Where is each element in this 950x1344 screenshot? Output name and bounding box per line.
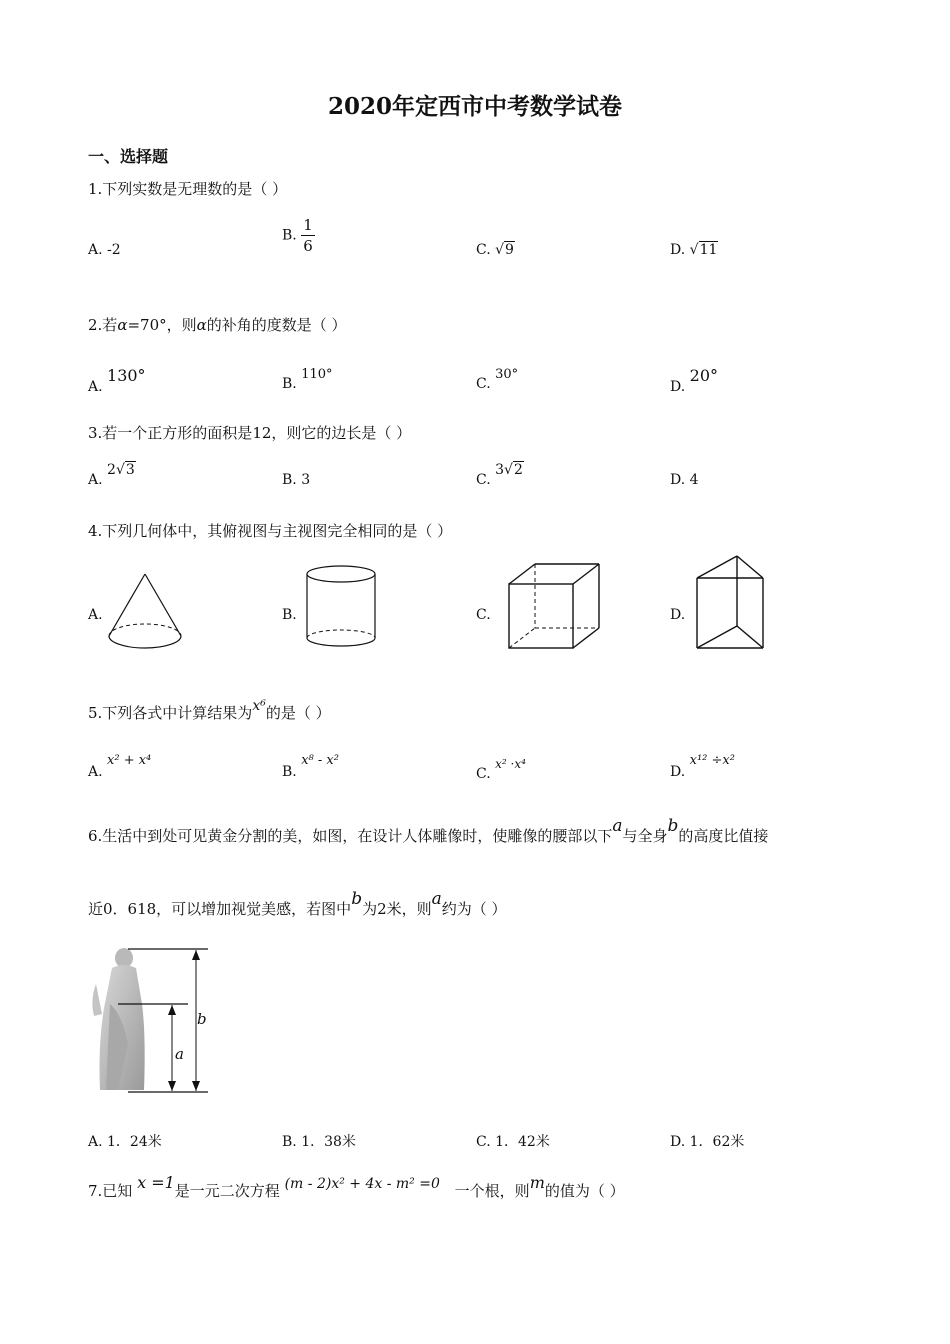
stem-text: 近0．618，可以增加视觉美感，若图中: [88, 900, 352, 918]
stem-text: ，则: [166, 316, 197, 334]
q5-option-a: [88, 752, 152, 780]
option-label: D.: [670, 764, 686, 780]
stem-equation: (m - 2)x² + 4x - m² =0: [284, 1176, 440, 1192]
q2-option-d: [670, 366, 718, 395]
option-label: A.: [88, 379, 103, 395]
q5-stem: [88, 694, 331, 722]
statue-image: [92, 948, 144, 1090]
q5-option-b: [282, 752, 339, 780]
cylinder-figure: [302, 562, 382, 654]
stem-text: 的是（ ）: [265, 704, 331, 722]
q2-option-a: [88, 366, 146, 395]
q6-line-2: [88, 888, 507, 918]
q4-option-b-label: B.: [282, 607, 297, 623]
q2-option-b: [282, 366, 333, 392]
option-label: C.: [476, 766, 491, 782]
radicand: 2: [513, 462, 523, 478]
denominator: 6: [303, 237, 313, 255]
stem-text: 与全身: [622, 827, 668, 845]
section-heading: 一、选择题: [88, 147, 169, 166]
option-value: x² + x⁴: [107, 753, 152, 768]
q3-option-b: B. 3: [282, 472, 311, 488]
sqrt-expression: √11: [689, 242, 718, 258]
option-label: A.: [88, 764, 103, 780]
option-value: 30°: [495, 367, 519, 382]
sqrt-expression: √2: [504, 462, 523, 478]
variable-m: m: [529, 1173, 545, 1192]
figure-label-a: a: [175, 1045, 184, 1063]
alpha-symbol: α: [196, 316, 207, 334]
option-value: x⁸ - x²: [301, 753, 339, 768]
stem-text: 的值为（ ）: [544, 1182, 625, 1200]
sqrt-expression: √3: [115, 462, 135, 478]
figure-label-b: b: [197, 1010, 207, 1028]
q6-line-1: [88, 815, 769, 845]
alpha-symbol: α: [117, 316, 128, 334]
coefficient: 3: [495, 462, 505, 478]
stem-equation: =70°: [127, 316, 167, 334]
q4-stem: 4.下列几何体中，其俯视图与主视图完全相同的是（ ）: [88, 522, 453, 540]
q2-stem: [88, 314, 347, 335]
q1-option-c: [476, 242, 515, 258]
option-label: D.: [670, 242, 686, 258]
q2-option-c: [476, 366, 519, 392]
variable-a: a: [612, 816, 623, 836]
option-label: B.: [282, 376, 297, 392]
numerator: 1: [303, 216, 313, 234]
q1-option-a: [88, 242, 121, 258]
stem-expression: x⁶: [252, 698, 266, 714]
q1-option-d: [670, 242, 718, 258]
q4-option-a-label: A.: [88, 607, 103, 623]
option-value: 130°: [107, 366, 146, 385]
option-value: 110°: [301, 367, 333, 382]
coefficient: 2: [107, 462, 116, 478]
stem-text: 的补角的度数是（ ）: [206, 316, 347, 334]
q4-option-c-label: C.: [476, 607, 491, 623]
page-title: 2020年定西市中考数学试卷: [327, 93, 622, 120]
q6-option-c: C. 1．42米: [476, 1134, 550, 1150]
stem-text: 是一元二次方程: [174, 1182, 280, 1200]
radicand: 9: [505, 242, 514, 258]
q6-option-d: D. 1．62米: [670, 1134, 745, 1150]
option-value: x² ·x⁴: [495, 757, 526, 771]
q7-stem: [88, 1172, 625, 1200]
prism-figure: [693, 552, 769, 654]
q5-option-d: [670, 752, 735, 780]
stem-text: 约为（ ）: [441, 900, 507, 918]
variable-b: b: [351, 889, 363, 909]
option-label: B.: [282, 764, 297, 780]
option-label: C.: [476, 376, 491, 392]
stem-text: 2.若: [88, 316, 118, 334]
stem-text: 5.下列各式中计算结果为: [88, 704, 253, 722]
stem-text: 一个根，则: [454, 1182, 530, 1200]
q6-option-b: B. 1．38米: [282, 1134, 356, 1150]
radicand: 11: [699, 242, 718, 258]
variable-a: a: [431, 889, 442, 909]
q4-option-d-label: D.: [670, 607, 686, 623]
stem-expression: x =1: [137, 1173, 175, 1192]
stem-text: 的高度比值接: [678, 827, 769, 845]
option-value: 20°: [689, 366, 718, 385]
radicand: 3: [125, 462, 135, 478]
stem-text: 为2米，则: [362, 900, 432, 918]
sqrt-expression: √9: [495, 242, 514, 258]
cube-figure: [505, 560, 605, 654]
option-label: A.: [88, 242, 103, 258]
option-label: C.: [476, 242, 491, 258]
option-value: -2: [107, 242, 121, 258]
option-label: B.: [282, 227, 297, 244]
option-label: A.: [88, 472, 103, 488]
option-label: C.: [476, 472, 491, 488]
cone-figure: [105, 570, 185, 654]
variable-b: b: [667, 816, 679, 836]
stem-text: 6.生活中到处可见黄金分割的美，如图，在设计人体雕像时，使雕像的腰部以下: [88, 827, 613, 845]
q5-option-c: [476, 756, 526, 782]
option-label: D.: [670, 379, 686, 395]
statue-figure: [88, 944, 228, 1100]
q3-stem: 3.若一个正方形的面积是12，则它的边长是（ ）: [88, 424, 412, 442]
q3-option-c: [476, 462, 524, 488]
q3-option-a: [88, 462, 136, 488]
q6-option-a: A. 1．24米: [88, 1134, 162, 1150]
option-value: x¹² ÷x²: [689, 753, 735, 768]
stem-text: 7.已知: [88, 1182, 133, 1200]
q1-option-b: [282, 215, 315, 256]
q1-stem: 1.下列实数是无理数的是（ ）: [88, 180, 288, 198]
fraction: [301, 215, 315, 256]
q3-option-d: D. 4: [670, 472, 699, 488]
